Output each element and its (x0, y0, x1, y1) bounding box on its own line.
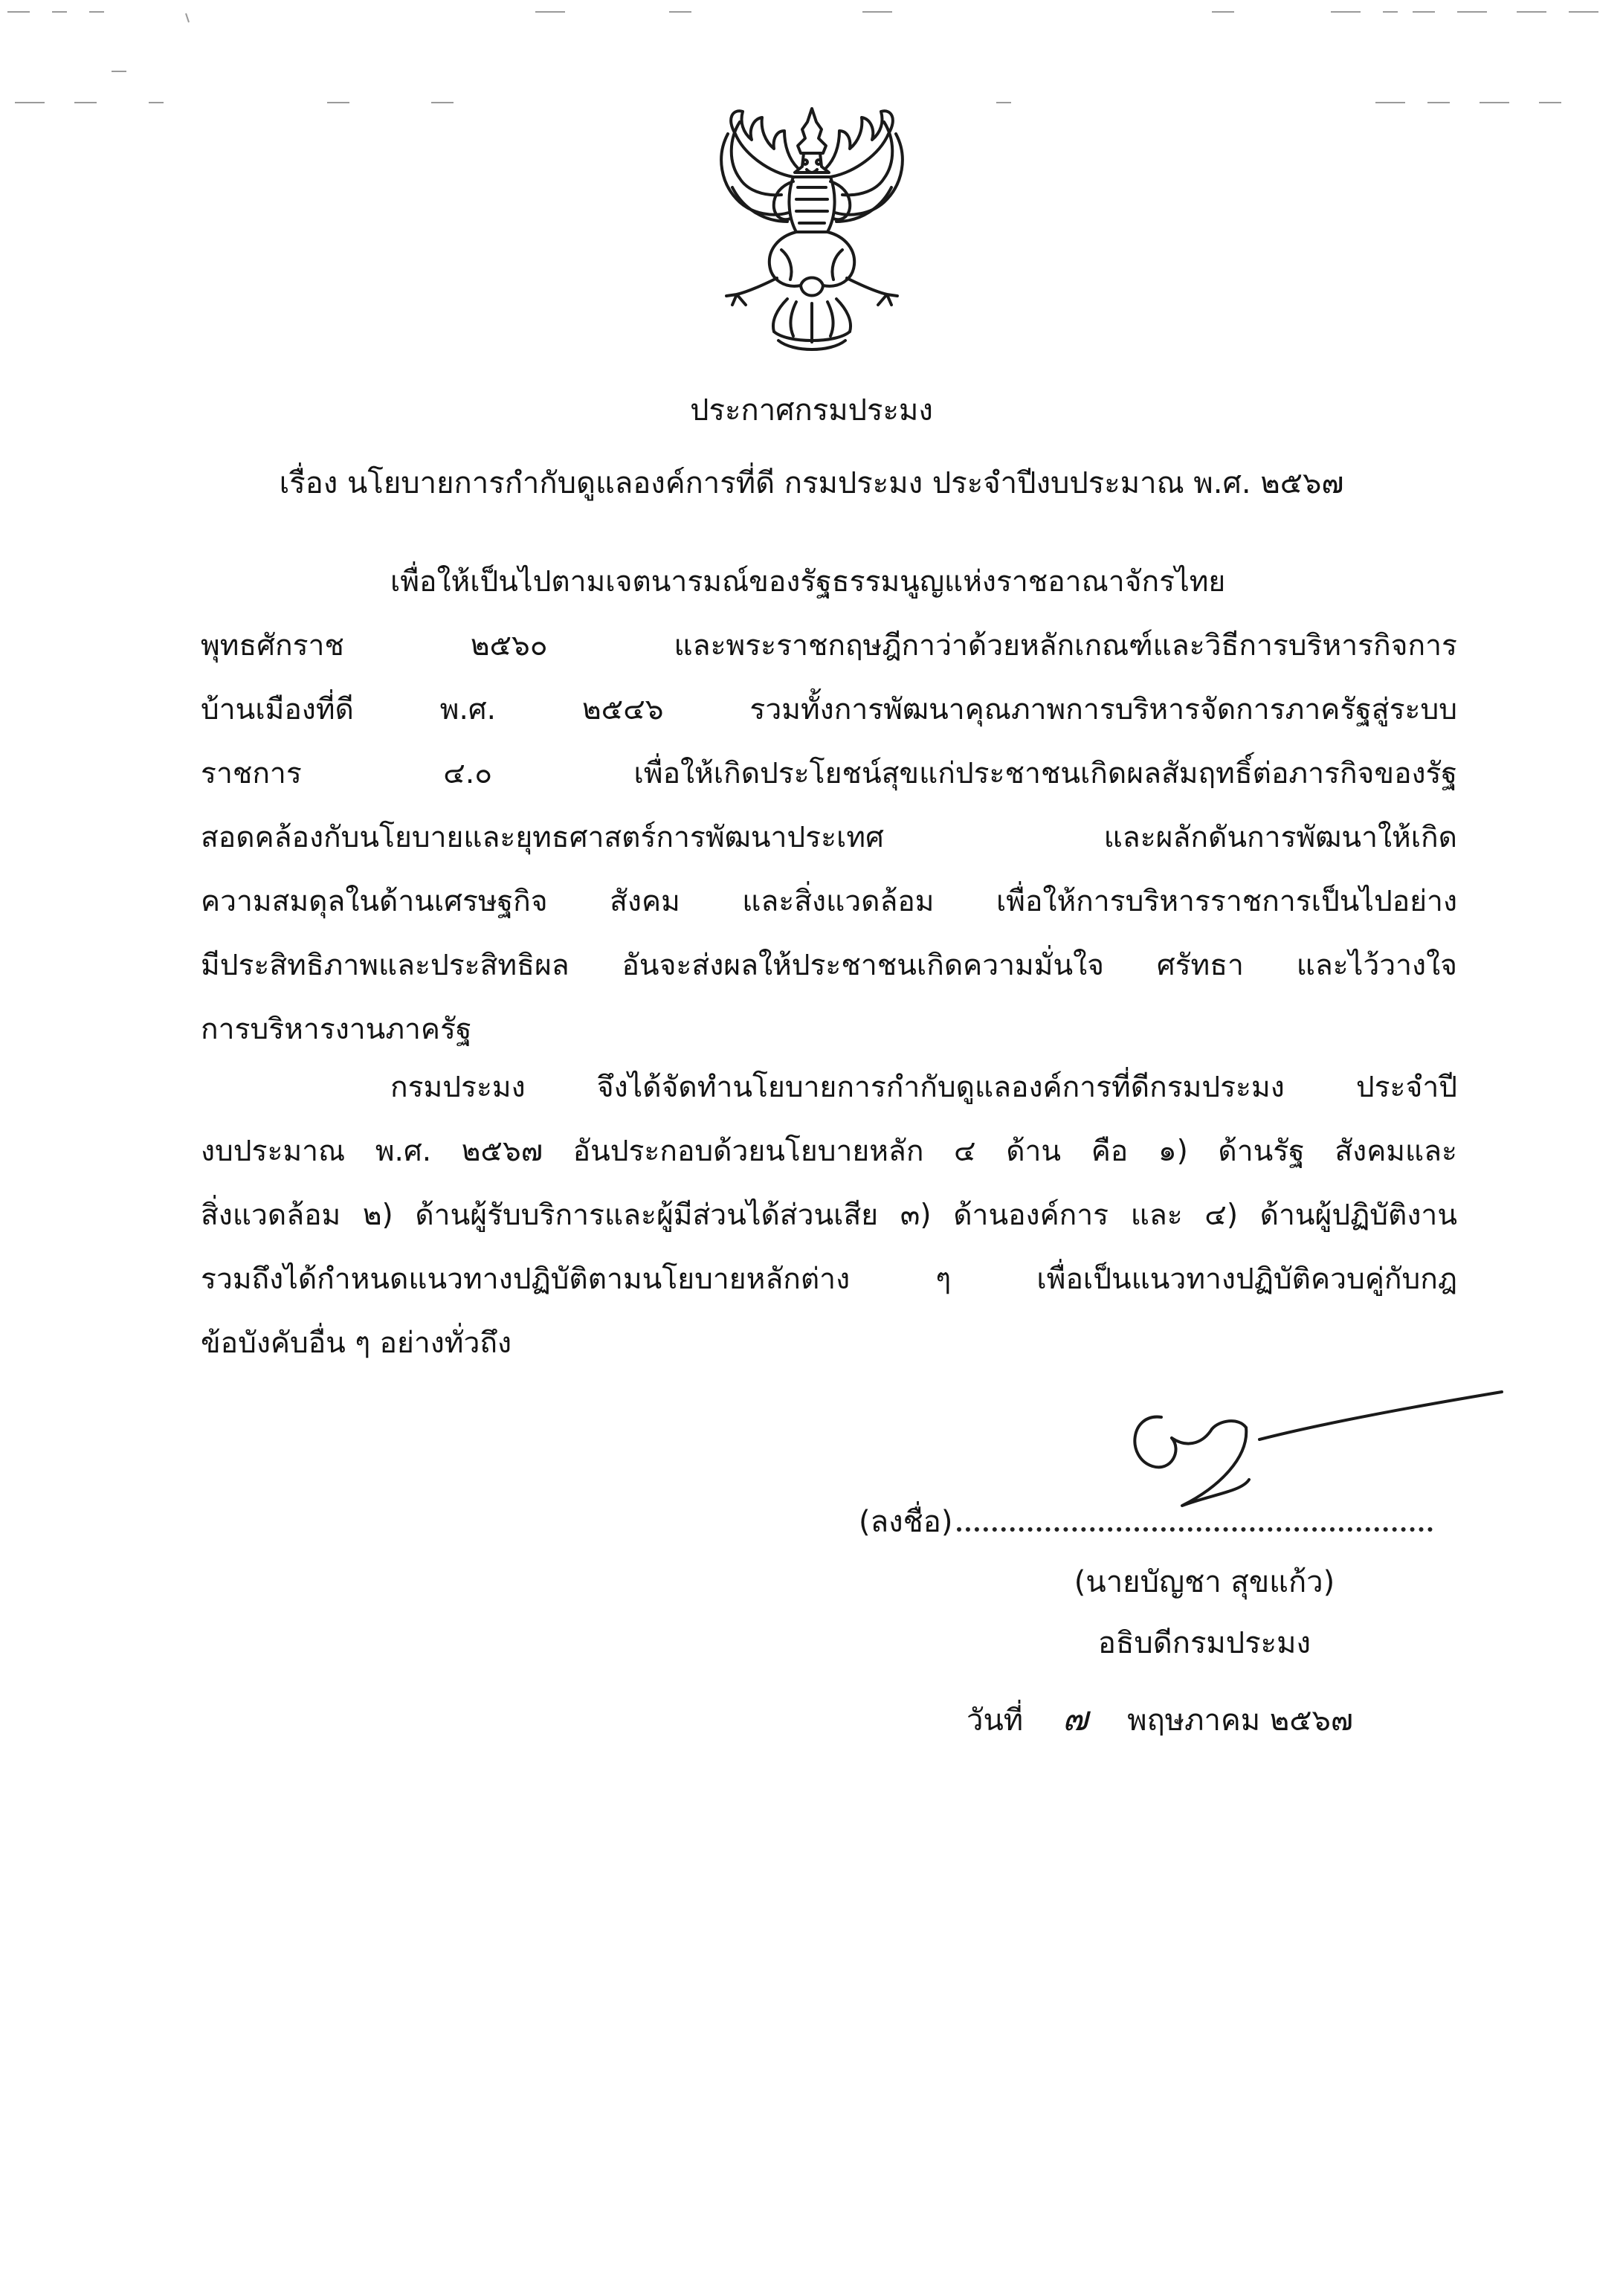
paragraph-line: สิ่งแวดล้อม ๒) ด้านผู้รับบริการและผู้มีส่วนได้ส่วนเสีย ๓) ด้านองค์การ และ ๔) ด้านผู้ปฏิบัติงาน (201, 1199, 1457, 1232)
paragraph-line: กรมประมง จึงได้จัดทำนโยบายการกำกับดูแลองค์การที่ดีกรมประมง ประจำปี (390, 1071, 1457, 1104)
signature-dotted-line (957, 1524, 1433, 1532)
paragraph-line: เพื่อให้เป็นไปตามเจตนารมณ์ของรัฐธรรมนูญแห่งราชอาณาจักรไทย (390, 565, 1226, 599)
paragraph-2 (201, 1056, 1457, 1376)
paragraph-line: บ้านเมืองที่ดี พ.ศ. ๒๕๔๖ รวมทั้งการพัฒนาคุณภาพการบริหารจัดการภาครัฐสู่ระบบ (201, 693, 1457, 726)
paragraph-line: ราชการ ๔.๐ เพื่อให้เกิดประโยชน์สุขแก่ประชาชนเกิดผลสัมฤทธิ์ต่อภารกิจของรัฐ (201, 757, 1457, 790)
paragraph-line: งบประมาณ พ.ศ. ๒๕๖๗ อันประกอบด้วยนโยบายหลัก ๔ ด้าน คือ ๑) ด้านรัฐ สังคมและ (201, 1135, 1457, 1168)
paragraph-line: การบริหารงานภาครัฐ (201, 1013, 472, 1046)
signed-prefix: (ลงชื่อ) (859, 1505, 953, 1539)
signature-line (859, 1496, 1453, 1548)
paragraph-line: ข้อบังคับอื่น ๆ อย่างทั่วถึง (201, 1326, 512, 1360)
scan-noise-marks (0, 0, 1623, 119)
paragraph-line: พุทธศักราช ๒๕๖๐ และพระราชกฤษฎีกาว่าด้วยหลักเกณฑ์และวิธีการบริหารกิจการ (201, 629, 1457, 662)
signer-name: (นายบัญชา สุขแก้ว) (1074, 1565, 1335, 1599)
date-day: ๗ (1062, 1698, 1088, 1738)
subject-line: เรื่อง นโยบายการกำกับดูแลองค์การที่ดี กรมประมง ประจำปีงบประมาณ พ.ศ. ๒๕๖๗ (279, 466, 1344, 500)
paragraph-line: รวมถึงได้กำหนดแนวทางปฏิบัติตามนโยบายหลักต่าง ๆ เพื่อเป็นแนวทางปฏิบัติควบคู่กับกฎ (201, 1263, 1457, 1296)
date-label: วันที่ (967, 1703, 1024, 1738)
paragraph-1 (201, 550, 1457, 1062)
date-line (967, 1692, 1472, 1744)
paragraph-line: สอดคล้องกับนโยบายและยุทธศาสตร์การพัฒนาประเทศ และผลักดันการพัฒนาให้เกิด (201, 821, 1457, 854)
signer-title: อธิบดีกรมประมง (1097, 1626, 1311, 1660)
paragraph-line: มีประสิทธิภาพและประสิทธิผล อันจะส่งผลให้ประชาชนเกิดความมั่นใจ ศรัทธา และไว้วางใจ (201, 949, 1457, 982)
announcement-heading: ประกาศกรมประมง (690, 393, 933, 428)
paragraph-line: ความสมดุลในด้านเศรษฐกิจ สังคม และสิ่งแวดล้อม เพื่อให้การบริหารราชการเป็นไปอย่าง (201, 885, 1457, 918)
garuda-emblem-icon (710, 104, 914, 357)
date-month-year: พฤษภาคม ๒๕๖๗ (1127, 1703, 1353, 1738)
